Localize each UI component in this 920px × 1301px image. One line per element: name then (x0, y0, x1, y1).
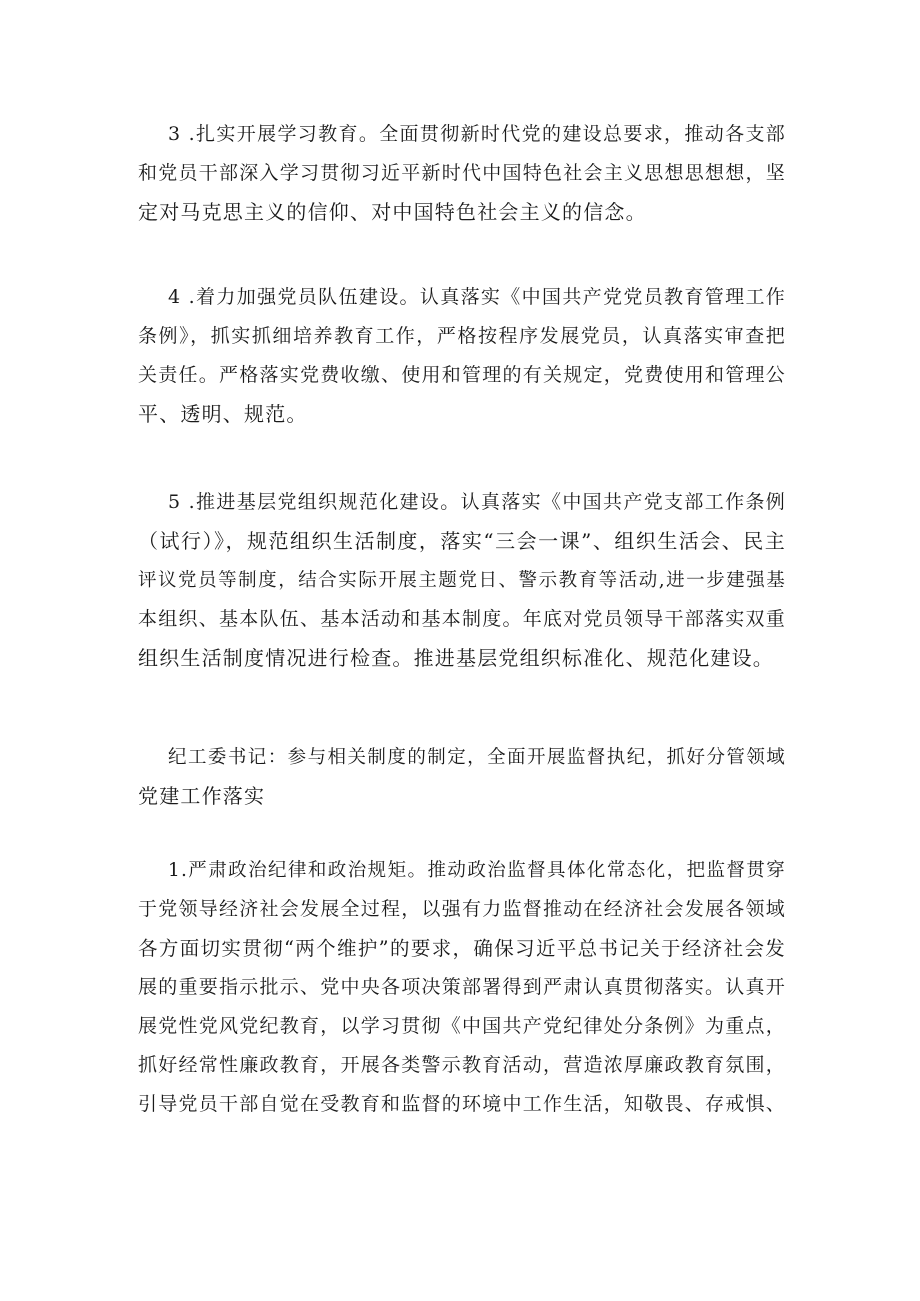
paragraph-discipline-secretary (138, 738, 786, 816)
paragraph-item-5 (138, 483, 786, 678)
text-line: 抓好经常性廉政教育，开展各类警示教育活动，营造浓厚廉政教育氛围， (138, 1054, 786, 1076)
paragraph-item-1 (138, 851, 786, 1124)
text-line: 条例》，抓实抓细培养教育工作，严格按程序发展党员，认真落实审查把 (138, 325, 786, 347)
text-line: 本组织、基本队伍、基本活动和基本制度。年底对党员领导干部落实双重 (138, 608, 786, 630)
text-line: 各方面切实贯彻“两个维护”的要求，确保习近平总书记关于经济社会发 (138, 937, 786, 960)
text-line: 5 .推进基层党组织规范化建设。认真落实《中国共产党支部工作条例 (168, 491, 786, 513)
text-line: （试行）》，规范组织生活制度，落实“三会一课”、组织生活会、民主 (138, 529, 786, 553)
text-line: 3 .扎实开展学习教育。全面贯彻新时代党的建设总要求，推动各支部 (168, 123, 786, 145)
text-line: 评议党员等制度，结合实际开展主题党日、警示教育等活动,进一步建强基 (138, 570, 786, 591)
text-line: 平、透明、规范。 (138, 402, 308, 426)
text-line: 于党领导经济社会发展全过程，以强有力监督推动在经济社会发展各领域 (138, 898, 786, 920)
text-line: 和党员干部深入学习贯彻习近平新时代中国特色社会主义思想思想想，坚 (138, 162, 786, 184)
text-line: 定对马克思主义的信仰、对中国特色社会主义的信念。 (138, 200, 647, 224)
text-line: 纪工委书记：参与相关制度的制定，全面开展监督执纪，抓好分管领域 (168, 747, 786, 768)
text-line: 展的重要指示批示、党中央各项决策部署得到严肃认真贯彻落实。认真开 (138, 976, 786, 998)
paragraph-item-4 (138, 278, 786, 434)
text-line: 组织生活制度情况进行检查。推进基层党组织标准化、规范化建设。 (138, 646, 774, 670)
text-line: 展党性党风党纪教育，以学习贯彻《中国共产党纪律处分条例》为重点， (138, 1015, 786, 1037)
paragraph-item-3 (138, 115, 786, 232)
text-line: 4 .着力加强党员队伍建设。认真落实《中国共产党党员教育管理工作 (168, 286, 786, 308)
text-line: 党建工作落实 (138, 784, 266, 808)
text-line: 关责任。严格落实党费收缴、使用和管理的有关规定，党费使用和管理公 (138, 364, 786, 386)
text-line: 引导党员干部自觉在受教育和监督的环境中工作生活，知敬畏、存戒惧、 (138, 1093, 786, 1115)
text-line: 1.严肃政治纪律和政治规矩。推动政治监督具体化常态化，把监督贯穿 (168, 860, 786, 881)
